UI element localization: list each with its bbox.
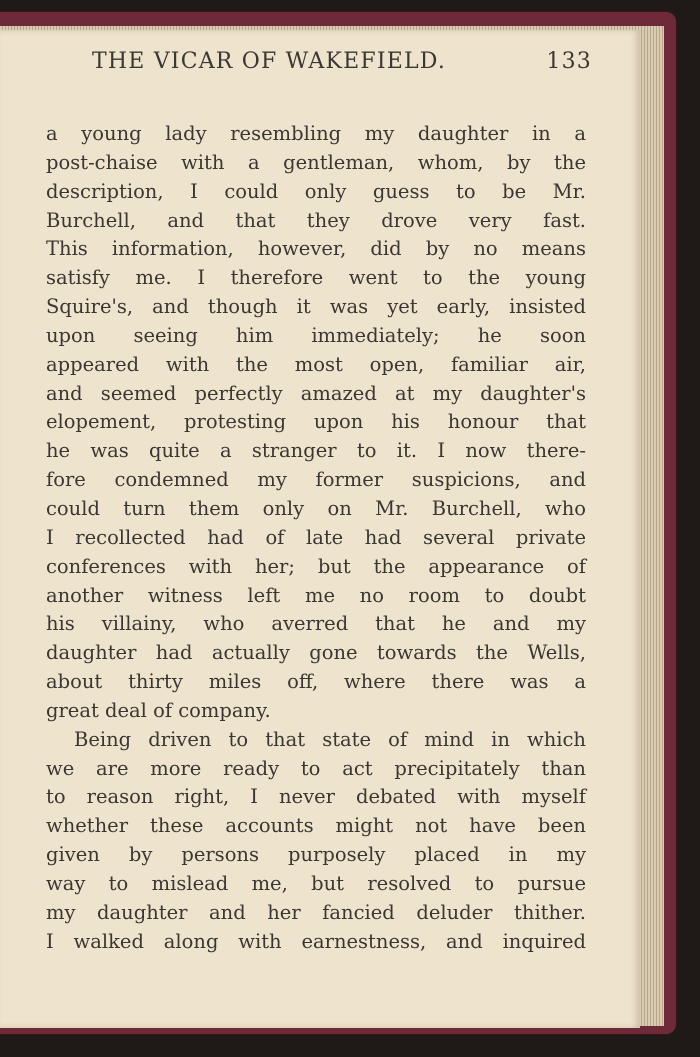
text-line: a young lady resembling my daughter in a	[46, 122, 586, 145]
page-number: 133	[546, 49, 592, 74]
text-line: Burchell, and that they drove very fast.	[46, 208, 586, 232]
text-line: I recollected had of late had several private	[46, 525, 586, 549]
text-line: given by persons purposely placed in my	[46, 843, 586, 867]
text-line: This information, however, did by no means	[46, 237, 586, 261]
text-line: my daughter and her fancied deluder thither.	[46, 900, 586, 924]
text-line: satisfy me. I therefore went to the young	[46, 266, 586, 290]
text-line: elopement, protesting upon his honour that	[46, 410, 586, 434]
text-line: Being driven to that state of mind in which	[74, 727, 586, 751]
text-line: to reason right, I never debated with myself	[46, 785, 586, 809]
text-line: and seemed perfectly amazed at my daughter's	[46, 381, 586, 405]
text-line: I walked along with earnestness, and inquired	[46, 929, 586, 953]
text-line: Squire's, and though it was yet early, insisted	[46, 295, 586, 319]
text-line: another witness left me no room to doubt	[46, 583, 586, 607]
text-line: his villainy, who averred that he and my	[46, 612, 586, 636]
book-title: THE VICAR OF WAKEFIELD.	[92, 49, 447, 74]
text-line: daughter had actually gone towards the Wells,	[46, 641, 586, 665]
text-line: about thirty miles off, where there was a	[46, 670, 586, 694]
text-line: we are more ready to act precipitately than	[46, 756, 586, 780]
text-line: could turn them only on Mr. Burchell, who	[46, 496, 586, 520]
text-line: whether these accounts might not have been	[46, 814, 586, 838]
text-line: description, I could only guess to be Mr.	[46, 179, 586, 203]
text-line: he was quite a stranger to it. I now there-	[46, 439, 586, 463]
text-line: great deal of company.	[46, 698, 271, 722]
running-head	[92, 49, 592, 85]
text-line: post-chaise with a gentleman, whom, by the	[46, 150, 586, 174]
text-line: conferences with her; but the appearance of	[46, 554, 586, 578]
body-text	[46, 120, 586, 956]
text-line: way to mislead me, but resolved to pursue	[46, 871, 586, 895]
text-line: upon seeing him immediately; he soon	[46, 323, 586, 347]
text-line: fore condemned my former suspicions, and	[46, 468, 586, 492]
text-line: appeared with the most open, familiar air,	[46, 352, 586, 376]
